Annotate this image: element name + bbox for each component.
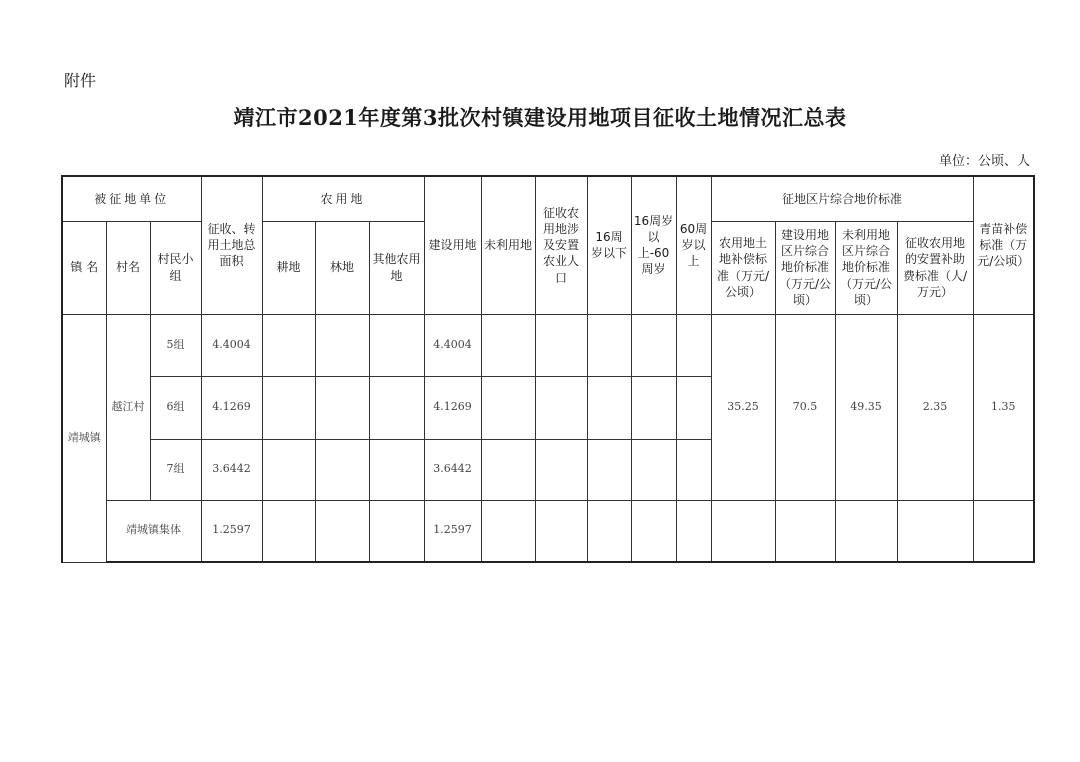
header-arable: 耕地 bbox=[262, 221, 315, 314]
village-cell: 越江村 bbox=[106, 314, 150, 500]
age-under16-cell bbox=[587, 439, 631, 500]
header-unused: 未利用地 bbox=[481, 176, 535, 314]
total-area-cell: 4.1269 bbox=[201, 376, 262, 439]
population-cell bbox=[535, 500, 587, 562]
age-over60-cell bbox=[676, 376, 711, 439]
header-population: 征收农用地涉及安置农业人口 bbox=[535, 176, 587, 314]
group-cell: 7组 bbox=[150, 439, 201, 500]
farm-comp-value: 35.25 bbox=[711, 314, 775, 500]
construction-cell: 3.6442 bbox=[424, 439, 481, 500]
other-farm-cell bbox=[369, 314, 424, 376]
header-other-farm: 其他农用地 bbox=[369, 221, 424, 314]
other-farm-cell bbox=[369, 500, 424, 562]
collective-name-cell: 靖城镇集体 bbox=[106, 500, 201, 562]
age-over60-cell bbox=[676, 439, 711, 500]
age-under16-cell bbox=[587, 376, 631, 439]
total-area-cell: 1.2597 bbox=[201, 500, 262, 562]
resettle-cell bbox=[897, 500, 973, 562]
header-resettle: 征收农用地的安置补助费标准（人/万元） bbox=[897, 221, 973, 314]
town-cell: 靖城镇 bbox=[62, 314, 106, 562]
table-row bbox=[62, 314, 1034, 376]
other-farm-cell bbox=[369, 376, 424, 439]
header-unit-group: 被征地单位 bbox=[62, 176, 201, 221]
header-age-under16: 16周岁以下 bbox=[587, 176, 631, 314]
unused-cell bbox=[481, 500, 535, 562]
header-forest: 林地 bbox=[315, 221, 369, 314]
construction-cell: 1.2597 bbox=[424, 500, 481, 562]
const-price-cell bbox=[775, 500, 835, 562]
forest-cell bbox=[315, 314, 369, 376]
age-over60-cell bbox=[676, 314, 711, 376]
age-over60-cell bbox=[676, 500, 711, 562]
population-cell bbox=[535, 376, 587, 439]
unused-price-cell bbox=[835, 500, 897, 562]
header-village: 村名 bbox=[106, 221, 150, 314]
header-const-price: 建设用地区片综合地价标准（万元/公顷） bbox=[775, 221, 835, 314]
group-cell: 5组 bbox=[150, 314, 201, 376]
header-farm-group: 农用地 bbox=[262, 176, 424, 221]
header-group: 村民小组 bbox=[150, 221, 201, 314]
age-under16-cell bbox=[587, 314, 631, 376]
attachment-label: 附件 bbox=[64, 71, 97, 90]
header-town: 镇 名 bbox=[62, 221, 106, 314]
arable-cell bbox=[262, 314, 315, 376]
const-price-value: 70.5 bbox=[775, 314, 835, 500]
total-area-cell: 4.4004 bbox=[201, 314, 262, 376]
unused-cell bbox=[481, 314, 535, 376]
seedling-value: 1.35 bbox=[973, 314, 1034, 500]
header-seedling: 青苗补偿标准（万元/公顷） bbox=[973, 176, 1034, 314]
unit-label: 单位：公顷、人 bbox=[938, 154, 1030, 169]
header-price-group: 征地区片综合地价标准 bbox=[711, 176, 973, 221]
header-construction: 建设用地 bbox=[424, 176, 481, 314]
table-row bbox=[62, 500, 1034, 562]
forest-cell bbox=[315, 439, 369, 500]
header-age-16-60: 16周岁以上-60周岁 bbox=[631, 176, 676, 314]
summary-table bbox=[61, 175, 1035, 563]
header-farm-comp: 农用地土地补偿标准（万元/公顷） bbox=[711, 221, 775, 314]
unused-cell bbox=[481, 439, 535, 500]
age-16-60-cell bbox=[631, 314, 676, 376]
header-age-over60: 60周岁以上 bbox=[676, 176, 711, 314]
age-16-60-cell bbox=[631, 500, 676, 562]
population-cell bbox=[535, 314, 587, 376]
construction-cell: 4.1269 bbox=[424, 376, 481, 439]
header-total-area: 征收、转用土地总面积 bbox=[201, 176, 262, 314]
forest-cell bbox=[315, 376, 369, 439]
age-under16-cell bbox=[587, 500, 631, 562]
other-farm-cell bbox=[369, 439, 424, 500]
unused-price-value: 49.35 bbox=[835, 314, 897, 500]
arable-cell bbox=[262, 500, 315, 562]
population-cell bbox=[535, 439, 587, 500]
header-unused-price: 未利用地区片综合地价标准（万元/公顷） bbox=[835, 221, 897, 314]
page-title: 靖江市2021年度第3批次村镇建设用地项目征收土地情况汇总表 bbox=[233, 105, 847, 130]
arable-cell bbox=[262, 376, 315, 439]
group-cell: 6组 bbox=[150, 376, 201, 439]
total-area-cell: 3.6442 bbox=[201, 439, 262, 500]
farm-comp-cell bbox=[711, 500, 775, 562]
forest-cell bbox=[315, 500, 369, 562]
age-16-60-cell bbox=[631, 439, 676, 500]
resettle-value: 2.35 bbox=[897, 314, 973, 500]
construction-cell: 4.4004 bbox=[424, 314, 481, 376]
seedling-cell bbox=[973, 500, 1034, 562]
arable-cell bbox=[262, 439, 315, 500]
unused-cell bbox=[481, 376, 535, 439]
age-16-60-cell bbox=[631, 376, 676, 439]
